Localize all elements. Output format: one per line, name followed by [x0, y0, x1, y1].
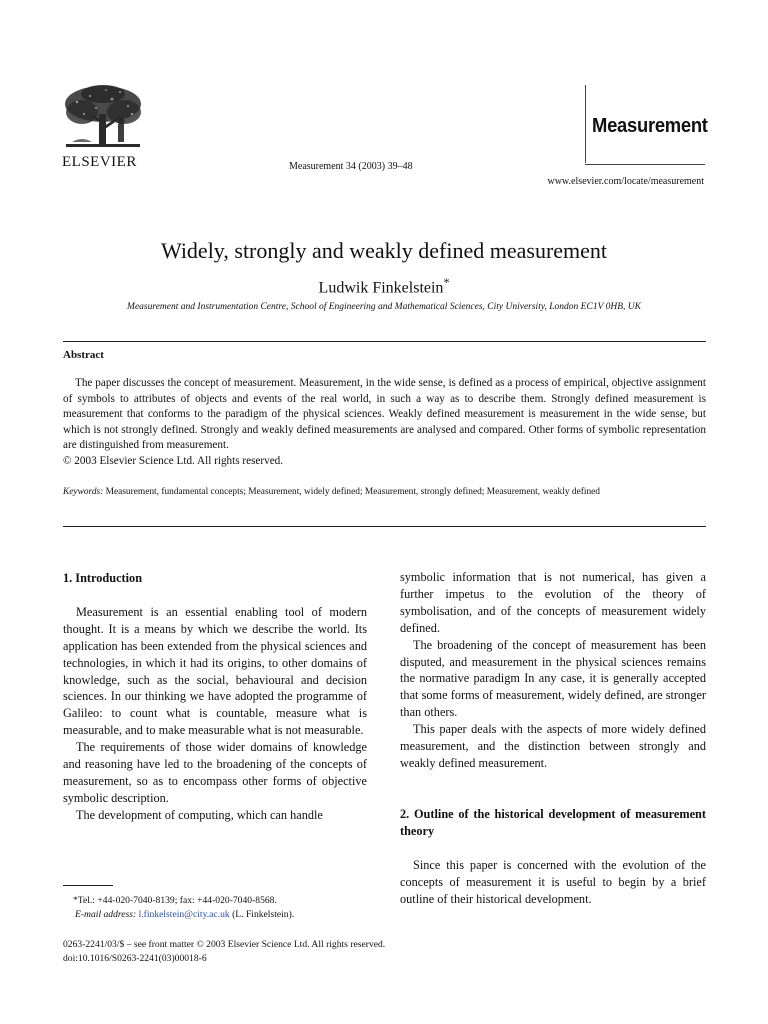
paragraph: The broadening of the concept of measurement has been disputed, and measurement in the physical sciences remains the normative paradigm In any case, it is generally accepted that some forms of measurement, widely defined, are stronger than others. — [400, 637, 706, 720]
footnote-tel: *Tel.: +44-020-7040-8139; fax: +44-020-7040-8568. — [73, 895, 277, 906]
keywords-list: Measurement, fundamental concepts; Measurement, widely defined; Measurement, strongly defined; Measurement, weakly defined — [105, 487, 600, 497]
abstract-heading: Abstract — [63, 349, 104, 361]
citation: Measurement 34 (2003) 39–48 — [289, 161, 413, 172]
front-matter — [63, 938, 385, 966]
elsevier-tree-icon — [62, 84, 144, 152]
right-column — [400, 569, 706, 907]
author — [0, 275, 768, 297]
journal-title: Measurement — [592, 115, 708, 137]
paragraph: The requirements of those wider domains of knowledge and reasoning have led to the broadening of the concepts of measurement, so as to encompass other forms of objective symbolic description. — [63, 740, 367, 805]
email-owner: (L. Finkelstein). — [232, 909, 295, 920]
header-rule — [585, 164, 705, 165]
author-name: Ludwik Finkelstein — [318, 279, 444, 297]
paragraph: Measurement is an essential enabling tool of modern thought. It is a means by which we describe the world. Its application has been extended from the physical sciences and technologies, in which it had its origins, to other domains of knowledge, such as the social, behavioural and decision sciences. In our thinking we have adopted the programme of Galileo: to count what is countable, measure what is measurable, and to make measurable what is not measurable. — [63, 604, 367, 738]
left-column — [63, 570, 367, 824]
footnote-email-line — [63, 908, 393, 922]
abstract-text: The paper discusses the concept of measurement. Measurement, in the wide sense, is defined as a process of empirical, objective assignment of symbols to attributes of objects and events of the real world, in such a way as to describe them. Strongly defined measurement is measurement that conforms to the paradigm of the physical sciences. Weakly defined measurement is measurement in the wide sense, but which is not strongly defined. Strongly and weakly defined measurements are analysed and compared. Other forms of symbolic representation are distinguished from measurement. — [63, 377, 706, 452]
affiliation: Measurement and Instrumentation Centre, School of Engineering and Mathematical Sciences, City University, London EC1V 0HB, UK — [127, 302, 641, 312]
abstract-body — [63, 376, 706, 470]
email-label: E-mail address: — [75, 909, 137, 920]
keywords — [63, 486, 706, 500]
article-title: Widely, strongly and weakly defined measurement — [160, 238, 608, 263]
email-link[interactable]: l.finkelstein@city.ac.uk — [138, 909, 230, 920]
author-mark[interactable]: * — [443, 275, 450, 289]
footnote-rule — [63, 885, 113, 886]
issn-line: 0263-2241/03/$ – see front matter © 2003 Elsevier Science Ltd. All rights reserved. — [63, 939, 386, 950]
keywords-label: Keywords: — [63, 487, 104, 497]
footnote — [63, 894, 393, 922]
abstract-bottom-rule — [63, 526, 706, 527]
publisher-name: ELSEVIER — [62, 154, 137, 170]
section-heading-introduction: 1. Introduction — [63, 571, 143, 585]
paragraph: Since this paper is concerned with the evolution of the concepts of measurement it is useful to begin by a brief outline of their historical development. — [400, 857, 706, 906]
doi-line[interactable]: doi:10.1016/S0263-2241(03)00018-6 — [63, 953, 207, 964]
journal-box — [585, 85, 711, 163]
elsevier-logo — [62, 84, 152, 174]
journal-url[interactable]: www.elsevier.com/locate/measurement — [547, 176, 704, 187]
paragraph: The development of computing, which can handle — [76, 807, 323, 822]
abstract-copyright: © 2003 Elsevier Science Ltd. All rights reserved. — [63, 454, 284, 467]
section-heading-history: 2. Outline of the historical development of measurement theory — [400, 806, 706, 838]
abstract-top-rule — [63, 341, 706, 342]
paragraph: This paper deals with the aspects of more widely defined measurement, and the distinction between strongly and weakly defined measurement. — [400, 722, 706, 770]
paragraph: symbolic information that is not numerical, has given a further impetus to the evolution of the theory of symbolisation, and of the concepts of measurement widely defined. — [400, 570, 706, 635]
